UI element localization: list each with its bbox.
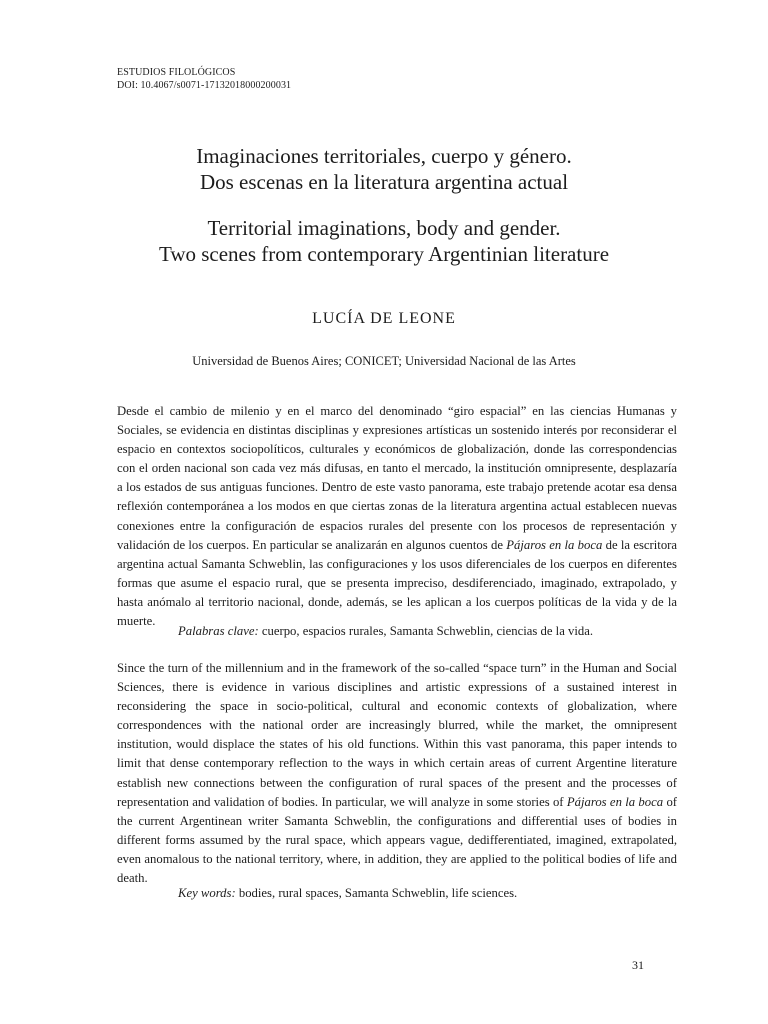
page-number: 31 [632,958,644,972]
title-spanish-line1: Imaginaciones territoriales, cuerpo y género. [196,144,572,168]
keywords-english-label: Key words: [178,886,236,900]
abstract-english [117,659,677,888]
abstract-english-text-2: of the current Argentinean writer Samanta Schweblin, the configurations and differential uses of bodies in different forms assumed by the rural space, which appears vague, dedifferentiated, imagined, extrapolated, even anomalous to the national territory, where, in addition, they are applied to the political bodies of life and death. [117,794,678,886]
title-english-line2: Two scenes from contemporary Argentinian literature [158,242,610,266]
title-spanish [0,143,768,195]
doi: DOI: 10.4067/s0071-17132018000200031 [117,80,292,91]
keywords-spanish [178,624,593,639]
abstract-spanish-text-1: Desde el cambio de milenio y en el marco del denominado “giro espacial” en las ciencias Humanas y Sociales, se evidencia en distintas disciplinas y expresiones artísticas un sostenido interés por reconsiderar el espacio en contextos sociopolíticos, culturales y económicos de globalización, donde las correspondencias con el orden nacional son cada vez más difusas, en tanto el mercado, la institución omnipresente, desplazaría a los estados de sus antiguas funciones. Dentro de este vasto panorama, este trabajo pretende acotar esa densa reflexión contemporánea a los modos en que ciertas zonas de la literatura argentina actual establecen nuevas conexiones entre la configuración de espacios rurales del presente con los procesos de representación y validación de los cuerpos. En particular se analizarán en algunos cuentos de [117,404,677,552]
keywords-spanish-label: Palabras clave: [178,624,259,638]
abstract-english-book-title: Pájaros en la boca [566,794,664,809]
keywords-english-terms: bodies, rural spaces, Samanta Schweblin, life sciences. [238,886,518,900]
abstract-spanish-text-2: de la escritora argentina actual Samanta Schweblin, las configuraciones y los usos diferenciales de los cuerpos en diferentes formas que asume el espacio rural, que se presenta impreciso, desdiferenciado, imaginado, extrapolado, y hasta anómalo al territorio nacional, donde, además, se les aplican a los cuerpos políticas de la vida y de la muerte. [117,537,678,629]
abstract-spanish [117,402,677,631]
journal-name: ESTUDIOS FILOLÓGICOS [117,67,236,78]
keywords-english [178,886,517,901]
author-affiliation: Universidad de Buenos Aires; CONICET; Universidad Nacional de las Artes [192,354,576,368]
author-name: LUCÍA DE LEONE [312,310,456,327]
running-header [117,66,291,92]
title-english [0,215,768,267]
keywords-spanish-terms: cuerpo, espacios rurales, Samanta Schweblin, ciencias de la vida. [261,624,594,638]
abstract-english-text-1: Since the turn of the millennium and in the framework of the so-called “space turn” in the Human and Social Sciences, there is evidence in various disciplines and artistic expressions of a sustained interest in reconsidering the space in socio-political, cultural and economic contexts of globalization, where correspondences with the national order are increasingly blurred, while the market, the omnipresent institution, would displace the states of his old functions. Within this vast panorama, this paper intends to limit that dense contemporary reflection to the ways in which certain areas of current Argentine literature establish new connections between the configuration of rural spaces of the present and the processes of representation and validation of bodies. In particular, we will analyze in some stories of [117,661,677,809]
title-spanish-line2: Dos escenas en la literatura argentina actual [199,170,569,194]
title-english-line1: Territorial imaginations, body and gender. [207,216,561,240]
abstract-spanish-book-title: Pájaros en la boca [506,537,603,552]
